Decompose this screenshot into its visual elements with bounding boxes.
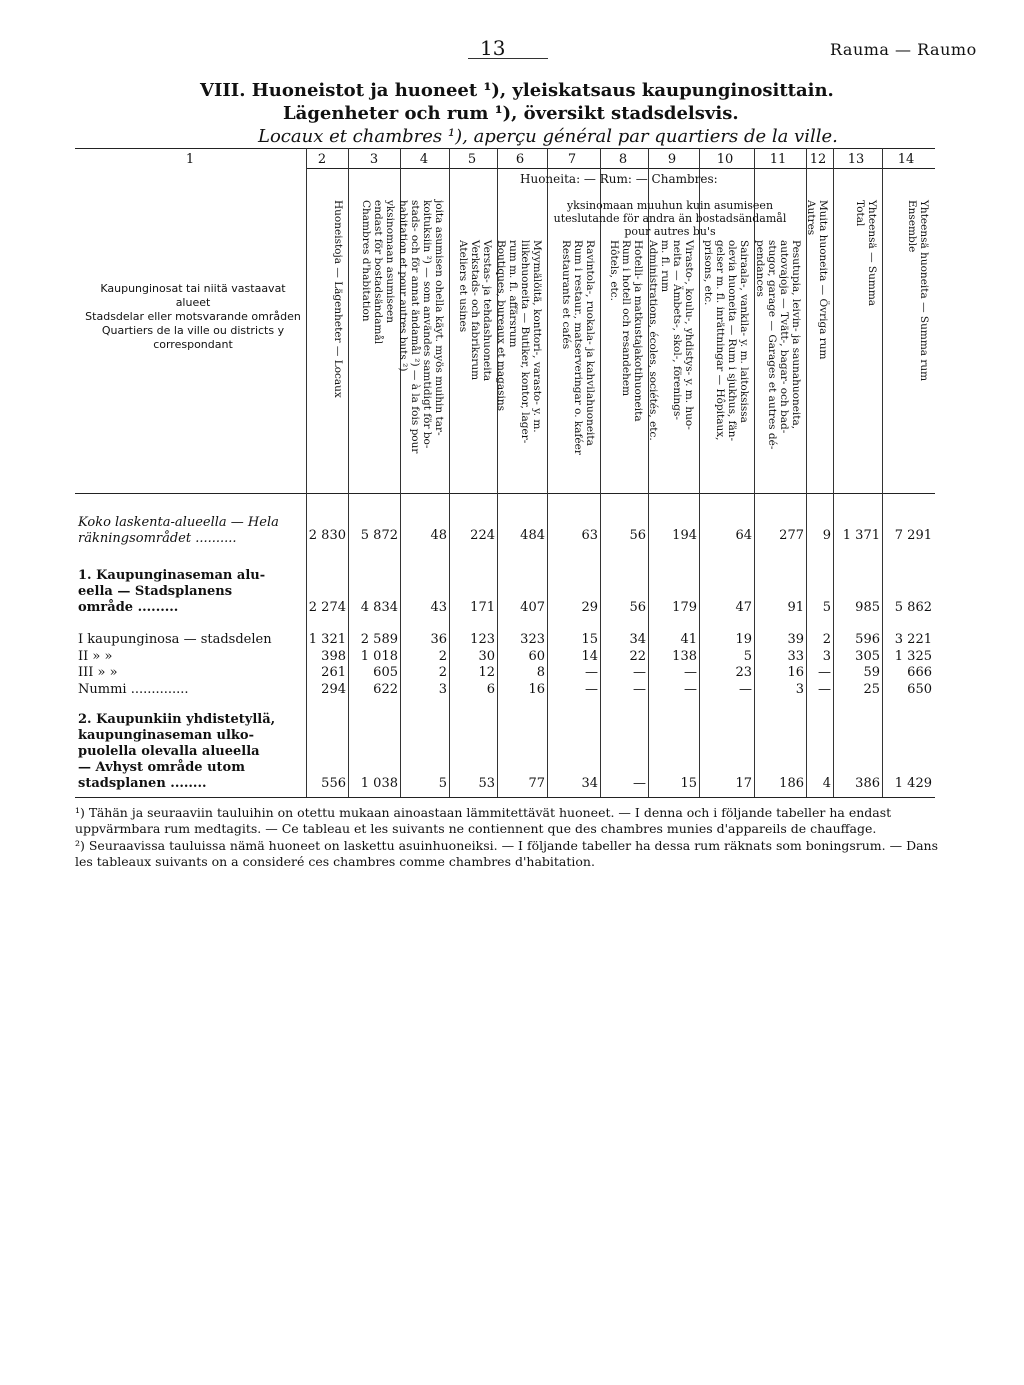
- table-cell: 1 038: [360, 776, 398, 791]
- table-cell: 64: [735, 528, 752, 543]
- table-bottom-rule: [75, 797, 935, 798]
- column-number: 11: [769, 152, 787, 167]
- table-cell: —: [633, 776, 646, 791]
- table-cell: 34: [581, 776, 598, 791]
- table-cell: 14: [581, 649, 598, 664]
- table-cell: 4 834: [360, 600, 398, 615]
- table-cell: 2 589: [360, 632, 398, 647]
- table-cell: 277: [779, 528, 804, 543]
- title-swedish: Lägenheter och rum ¹), översikt stadsdelsvis.: [283, 103, 739, 124]
- column-rule: [547, 148, 548, 797]
- table-cell: 16: [787, 665, 804, 680]
- table-cell: 1 018: [360, 649, 398, 664]
- table-cell: —: [818, 682, 831, 697]
- column-number: 14: [897, 152, 915, 167]
- table-cell: 5 862: [894, 600, 932, 615]
- table-cell: 1 429: [894, 776, 932, 791]
- column-number: 7: [567, 152, 577, 167]
- table-cell: 30: [478, 649, 495, 664]
- table-cell: 5: [743, 649, 752, 664]
- column-header: Myymälöitä, konttori-, varasto- y. m. liikehuoneita — Butiker, kontor, lager- rum m. fl. affärsrum Boutiques, bureaux et magasins: [495, 240, 543, 444]
- column-number: 5: [467, 152, 477, 167]
- table-cell: 224: [470, 528, 495, 543]
- table-cell: 39: [787, 632, 804, 647]
- column-header: Verstas- ja tehdashuoneita Verkstads- och fabriksrum Ateliers et usines: [457, 240, 493, 382]
- table-cell: —: [818, 665, 831, 680]
- column-rule: [348, 148, 349, 797]
- table-cell: 386: [855, 776, 880, 791]
- column-rule: [882, 148, 883, 797]
- table-cell: 3: [822, 649, 831, 664]
- table-cell: 123: [470, 632, 495, 647]
- table-cell: 650: [907, 682, 932, 697]
- table-cell: 4: [822, 776, 831, 791]
- table-cell: 15: [680, 776, 697, 791]
- page-number: 13: [480, 36, 506, 60]
- row-label: Koko laskenta-alueella — Hela räkningsområdet ..........: [78, 515, 279, 546]
- column-header: Pesutupia, leivin- ja saunahuoneita, autovajoja — Tvätt-, bagar- och bad- stugor, garage — Garages et autres dé- pendances: [754, 240, 802, 450]
- table-cell: 2: [822, 632, 831, 647]
- column-number: 10: [716, 152, 734, 167]
- table-cell: 34: [629, 632, 646, 647]
- table-cell: 138: [672, 649, 697, 664]
- table-cell: 12: [478, 665, 495, 680]
- table-cell: 23: [735, 665, 752, 680]
- table-cell: 6: [486, 682, 495, 697]
- table-cell: —: [633, 665, 646, 680]
- stub-header: Kaupunginosat tai niitä vastaavat alueet Stadsdelar eller motsvarande områden Quartiers de la ville ou districts y correspondant: [85, 282, 301, 351]
- table-cell: 2 274: [308, 600, 346, 615]
- column-rule: [306, 148, 307, 797]
- table-cell: 5: [822, 600, 831, 615]
- table-cell: 3: [438, 682, 447, 697]
- table-cell: 407: [520, 600, 545, 615]
- column-rule: [699, 148, 700, 797]
- column-header: Hotelli- ja matkustajakotihuoneita Rum i hotell och resandehem Hôtels, etc.: [608, 240, 644, 422]
- table-cell: 323: [520, 632, 545, 647]
- row-label: Nummi ..............: [78, 682, 189, 697]
- table-cell: 43: [430, 600, 447, 615]
- table-cell: 398: [321, 649, 346, 664]
- table-cell: 171: [470, 600, 495, 615]
- table-cell: 3 221: [894, 632, 932, 647]
- rooms-header: Huoneita: — Rum: — Chambres:: [520, 172, 718, 186]
- table-cell: 484: [520, 528, 545, 543]
- table-cell: 3: [795, 682, 804, 697]
- table-cell: 17: [735, 776, 752, 791]
- table-cell: 666: [907, 665, 932, 680]
- table-cell: 2: [438, 665, 447, 680]
- table-cell: —: [684, 665, 697, 680]
- column-number: 2: [317, 152, 327, 167]
- table-cell: 15: [581, 632, 598, 647]
- column-header: Huoneistoja — Lägenheter — Locaux: [332, 200, 344, 398]
- table-cell: 596: [855, 632, 880, 647]
- table-cell: —: [633, 682, 646, 697]
- column-header: Yhteensä — Summa Total: [854, 200, 878, 307]
- table-cell: 605: [373, 665, 398, 680]
- table-cell: 1 371: [842, 528, 880, 543]
- column-header: Ravintola-, ruokala- ja kahvilahuoneita Rum i restaur., matserveringar o. kaféer Restaurants et cafés: [560, 240, 596, 455]
- table-cell: 59: [863, 665, 880, 680]
- table-cell: —: [739, 682, 752, 697]
- table-cell: 41: [680, 632, 697, 647]
- table-cell: 294: [321, 682, 346, 697]
- table-cell: 16: [528, 682, 545, 697]
- column-number: 4: [419, 152, 429, 167]
- table-cell: 29: [581, 600, 598, 615]
- row-label: III » »: [78, 665, 118, 680]
- footnote-2: ²) Seuraavissa tauluissa nämä huoneet on laskettu asuinhuoneiksi. — I följande tabeller ha dessa rum räknats som boningsrum. — Dans les tableaux suivants on a consideré ces chambres comme chambres d'habitation.: [75, 838, 939, 869]
- table-cell: 56: [629, 528, 646, 543]
- table-cell: 1 321: [308, 632, 346, 647]
- group-header: yksinomaan muuhun kuin asumiseen uteslutande för andra än bostadsändamål pour autres bu's: [553, 199, 787, 238]
- table-cell: 48: [430, 528, 447, 543]
- table-cell: 179: [672, 600, 697, 615]
- column-rule: [449, 148, 450, 797]
- table-cell: 5 872: [360, 528, 398, 543]
- column-number: 9: [667, 152, 677, 167]
- table-cell: 305: [855, 649, 880, 664]
- table-cell: —: [585, 665, 598, 680]
- column-rule: [600, 148, 601, 797]
- row-label: II » »: [78, 649, 113, 664]
- column-rule: [806, 148, 807, 797]
- column-number: 6: [515, 152, 525, 167]
- table-cell: 53: [478, 776, 495, 791]
- table-cell: 63: [581, 528, 598, 543]
- column-header: Sairaala-, vankila- y. m. laitoksissa olevia huoneita — Rum i sjukhus, fän- gelser m. fl. inrättningar — Hôpitaux, prisons, etc.: [702, 240, 750, 442]
- title-french: Locaux et chambres ¹), aperçu général par quartiers de la ville.: [258, 126, 838, 147]
- table-cell: 19: [735, 632, 752, 647]
- table-cell: 5: [438, 776, 447, 791]
- table-cell: 56: [629, 600, 646, 615]
- table-cell: 91: [787, 600, 804, 615]
- column-number: 1: [185, 152, 195, 167]
- table-cell: 33: [787, 649, 804, 664]
- row-label: 2. Kaupunkiin yhdistetyllä, kaupunginaseman ulko- puolella olevalla alueella — Avhyst område utom stadsplanen ........: [78, 712, 276, 791]
- title-finnish: VIII. Huoneistot ja huoneet ¹), yleiskatsaus kaupunginosittain.: [200, 80, 834, 101]
- table-cell: 9: [822, 528, 831, 543]
- column-number: 13: [847, 152, 865, 167]
- table-cell: 22: [629, 649, 646, 664]
- running-head: Rauma — Raumo: [830, 40, 977, 59]
- column-header: yksinomaan asumiseen endast för bostadsändamål Chambres d'habitation: [360, 200, 396, 345]
- column-header: Virasto-, koulu-, yhdistys- y. m. huo- neita — Ämbets-, skol-, förenings- m. fl. rum Administrations, écoles, sociétés, etc.: [647, 240, 695, 441]
- table-cell: 2 830: [308, 528, 346, 543]
- column-rule: [833, 148, 834, 797]
- table-cell: 556: [321, 776, 346, 791]
- table-cell: 1 325: [894, 649, 932, 664]
- row-label: I kaupunginosa — stadsdelen: [78, 632, 272, 647]
- table-cell: 8: [536, 665, 545, 680]
- column-header: Yhteensä huoneita — Summa rum Ensemble: [906, 200, 930, 382]
- table-cell: 622: [373, 682, 398, 697]
- table-cell: —: [684, 682, 697, 697]
- column-header: Muita huoneita — Övriga rum Autres: [805, 200, 829, 360]
- table-cell: 47: [735, 600, 752, 615]
- table-cell: 985: [855, 600, 880, 615]
- table-cell: 2: [438, 649, 447, 664]
- table-cell: 25: [863, 682, 880, 697]
- table-cell: 261: [321, 665, 346, 680]
- column-number: 3: [369, 152, 379, 167]
- page-number-rule: [468, 58, 548, 59]
- table-cell: 194: [672, 528, 697, 543]
- table-cell: 60: [528, 649, 545, 664]
- column-number: 12: [809, 152, 827, 167]
- column-number: 8: [618, 152, 628, 167]
- table-cell: —: [585, 682, 598, 697]
- column-header: joita asumisen ohella käyt. myös muihin tar- koituksiin ²) — som användes samtidigt för bo- stads- och för annat ändamål ²) — à la fois pour habitation et pour autres buts ²): [397, 200, 445, 454]
- table-cell: 77: [528, 776, 545, 791]
- table-cell: 186: [779, 776, 804, 791]
- row-label: 1. Kaupunginaseman alu- eella — Stadsplanens område .........: [78, 568, 266, 615]
- footnote-1: ¹) Tähän ja seuraaviin tauluihin on otettu mukaan ainoastaan lämmitettävät huoneet. — I denna och i följande tabeller ha endast uppvärmbara rum medtagits. — Ce tableau et les suivants ne contiennent que des chambres munies d'appareils de chauffage.: [75, 805, 892, 836]
- table-cell: 36: [430, 632, 447, 647]
- table-cell: 7 291: [894, 528, 932, 543]
